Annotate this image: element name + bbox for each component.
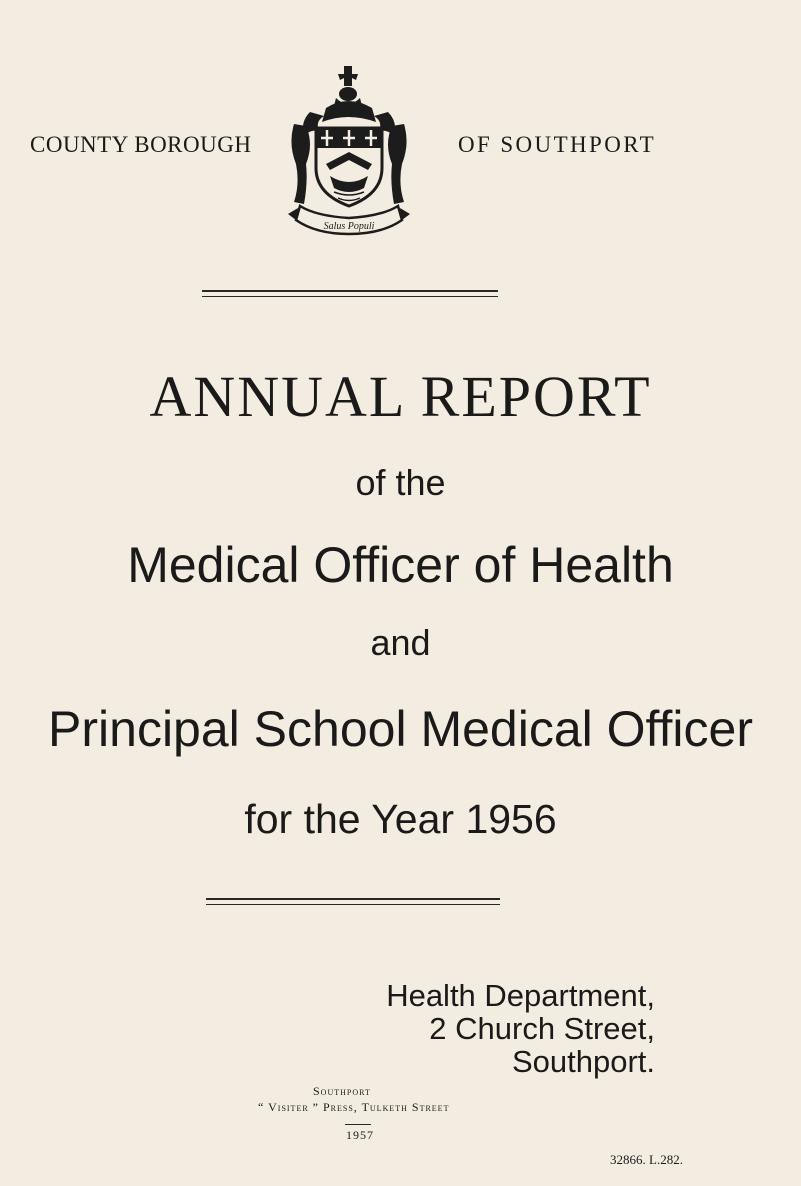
address-line-3: Southport. (511, 1044, 655, 1079)
imprint-divider (345, 1124, 371, 1125)
report-year: for the Year 1956 (244, 796, 557, 842)
address-line-1: Health Department, (386, 978, 655, 1013)
coat-of-arms-icon (286, 64, 412, 238)
top-divider (202, 290, 498, 297)
title-school-officer: Principal School Medical Officer (48, 701, 753, 757)
report-title: ANNUAL REPORT (149, 364, 652, 429)
header-right-text: OF SOUTHPORT (458, 132, 657, 157)
print-reference: 32866. L.282. (610, 1152, 683, 1167)
printer-city: Southport (313, 1084, 371, 1098)
printer-press: Press, Tulketh Street (323, 1100, 450, 1114)
title-of-the: of the (355, 462, 446, 503)
svg-text:Salus Populi: Salus Populi (323, 221, 375, 232)
printer-imprint (258, 1100, 449, 1115)
header-left-text: COUNTY BOROUGH (30, 132, 252, 157)
printer-name: “ Visiter ” (258, 1100, 319, 1114)
print-year: 1957 (346, 1128, 374, 1142)
title-and: and (370, 622, 431, 663)
middle-divider (206, 898, 500, 905)
title-medical-officer: Medical Officer of Health (127, 537, 674, 593)
address-line-2: 2 Church Street, (429, 1011, 655, 1046)
